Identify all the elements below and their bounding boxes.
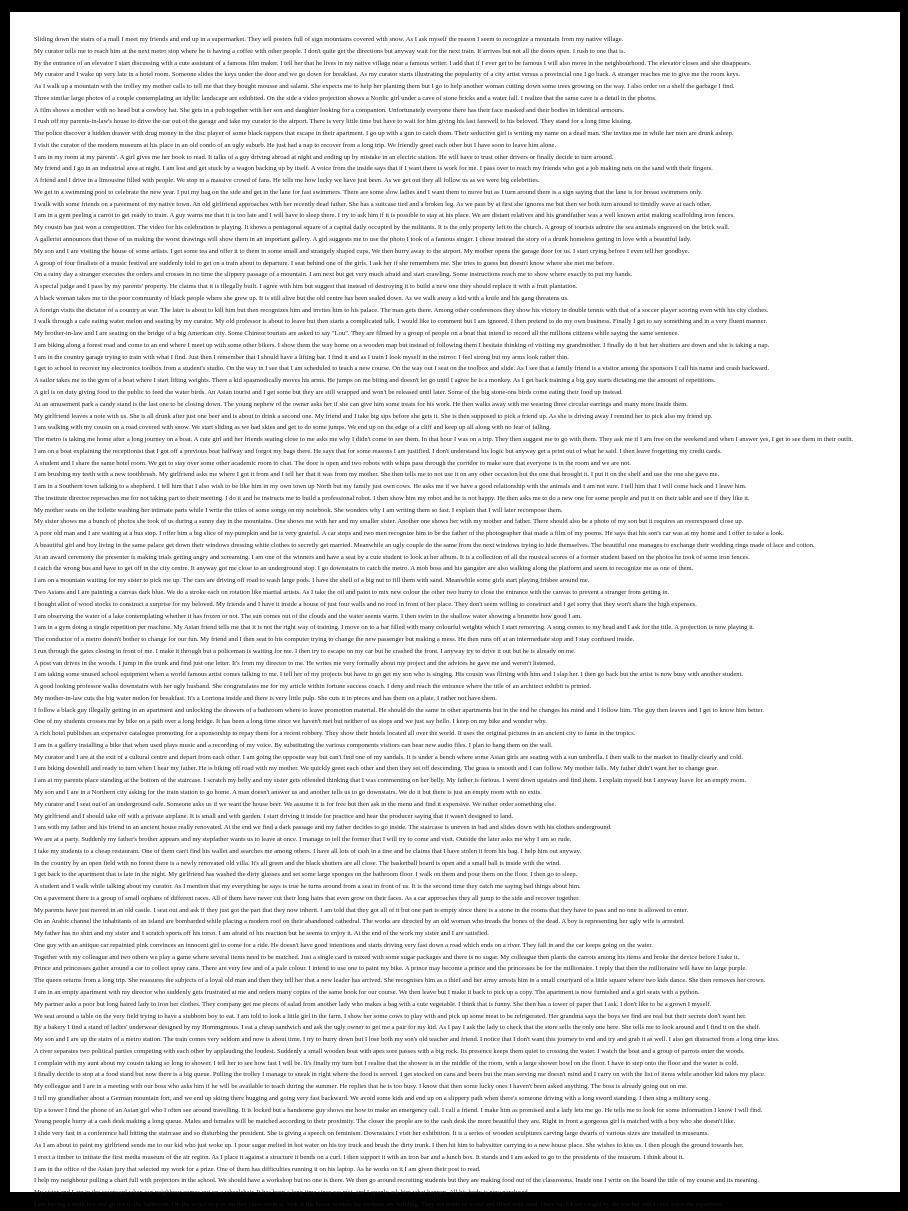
text-line: We seat around a table on the very field trying to have a stubborn boy to eat. I am told to look a little girl in the farm. I show her some cows to play with and pick up some meat to be refrigerated. Her grandma says the boys we find are real but their secrets don't want her. xyxy=(34,1012,747,1020)
text-line: As I walk up a mountain with the trolley my mother calls to tell me that they bought mousse and salami. She expects me to help her planting them but I go to help another woman cutting down some trees growing on the way. I also order on a shelf the garbage I find. xyxy=(34,83,735,91)
text-line: I am biking along a forest road and come to an end where I meet up with some other bikers. I show them the way home on a wooden map but instead of following them I hesitate thinking of visiting my grandmother. I finally do it but her shutters are down and she is taking a nap. xyxy=(34,341,770,349)
text-line: I visit the curator of the modern museum at his place in an old condo of an ugly suburb. He just had a nap to recover from a long trip. We friendly greet each other but I have soon to leave him alone. xyxy=(34,141,557,149)
text-line: On a rainy day a stranger executes the orders and crosses in no time the slippery passage of a mountain. I am next but get very much afraid and start crawling. Some instructions reach me to show where exactly to put my hands. xyxy=(34,271,633,279)
text-line: By a bakery I find a stand of ladies' underwear designed by my Hommgmous. I eat a cheap sandwich and ask the ugly owner to get me a pair for my kid. As I pay I ask the lady to check that the store sells the only one here. She tells me to look around and I find it on the shelf. xyxy=(34,1024,761,1032)
text-line: My brother-in-law and I are seating on the bridge of a big American city. Some Chinese tourists are asked to say "Lou". They are filmed by a group of people on a boat that intend to record all the millions citizens while saying the same sentence. xyxy=(34,330,680,338)
text-line: We get in a swimming pool to celebrate the new year. I put my bag on the side and get in the lane for fast swimmers. There are some slow ladies and I want them to move but as I turn around there is a sign saying that the lane is for breast swimmers only. xyxy=(34,188,703,196)
text-line: Young people hurry at a cash desk making a long queue. Males and females will be matched according to their proximity. The closer the people are to the cash desk the more beautiful they are. Right in front a gorgeous girl is matched with a boy who she doesn't like. xyxy=(34,1118,736,1126)
text-line: On a pavement there is a group of small orphans of different races. All of them have never cut their long hairs that even grow on their faces. As a car approaches they all jump to the side and recover together. xyxy=(34,894,580,902)
text-line: My parents have just moved in an old castle. I seat out and ask if they just got the part that they now inherit. I am told that they got all of it but one part is empty since there is a stone in the rooms that they have to pass and no one is allowed to enter. xyxy=(34,906,689,914)
text-line: At an award ceremony the presenter is making trials getting angry and screaming. I am one of the winners and have a seat by a cute student to look at her album. It is a collection of all the musical scores of a former student based on the photos he took of some iron fences. xyxy=(34,553,750,561)
text-line: I erect a timber to initiate the first media museum of the air region. As I place it against a structure it bends on a curl. I then support it with an iron bar and a lunch box. It stands and I am asked to go to the presidents of the museum. I think about it. xyxy=(34,1153,685,1161)
text-line: My sister shows me a bunch of photos she took of us during a sunny day in the mountains. One shows me with her and my smaller sister. Another one shows her with my mother and father. There should also be a photo of my son but it requires an overexposed close up. xyxy=(34,518,744,526)
text-line: A good looking professor walks downstairs with her ugly husband. She congratulates me for my article within fortune success coach. I deny and reach the entrance where the title of an architect exhibit is printed. xyxy=(34,683,592,691)
text-line: I slide very fast in a conference hall hitting the staircase and so disturbing the president. She is giving a speech on feminism. Downstairs I visit her exhibition. It is a series of wooden sculptures carving large dwarfs of various sizes are installed in museums. xyxy=(34,1130,709,1138)
text-line: I am in an empty apartment with my director who suddenly gets frustrated at me and orders many copies of the same book for our course. We then leave but I make it back to pick up a copy. The apartment is now furnished and a girl seats with a python. xyxy=(34,989,700,997)
text-line: Sliding down the stairs of a mall I meet my friends and end up in a supermarket. They sell posters full of sign mountains covered with snow. As I ask myself the reason I seem to recognize a mountain from my native village. xyxy=(34,36,624,43)
text-line: A friend and I drive in a limousine filled with people. We stop in a massive crowd of fans. He tells me how lucky we have just been. As we get out they all follow us as we were big celebrities. xyxy=(34,177,540,185)
text-line: I catch the wrong bus and have to get off in the city centre. It anyway got me close to an underground stop. I go downstairs to catch the metro. A mob boss and his gangster are also walking along the platform and seem to recognize me as one of them. xyxy=(34,565,694,573)
text-line: On an Arabic channel the inhabitants of an island are bombarded while placing a modern roof on their abandoned cathedral. The works are directed by an old woman who treads the bones of the dead. A boy is representing her ugly wife is arrested. xyxy=(34,918,685,926)
text-line: I am biking downhill and ready to turn when I hear my father. He is biking off road with my mother. We quickly greet each other and then they set off descending. The grass is smooth and I can follow. My mother falls. My father didn't want her to change gear. xyxy=(34,765,719,773)
text-line: I get back to the apartment that is late in the night. My girlfriend has washed the dirty glasses and set some large sponges on the bathroom floor. I walk on them and pour them on the floor. I then go to sleep. xyxy=(34,871,578,879)
text-line: I am in the country garage trying to train with what I find. Just then I remember that I should have a lifting bar. I find it and as I train I look myself in the mirror. I feel strong but my arms look rather thin. xyxy=(34,353,569,361)
text-line: My curator and I seat out of an underground cafe. Someone asks us if we want the house beer. We assume it is for free but then ask in the menu and find it expensive. We rather order something else. xyxy=(34,800,557,808)
text-line: I am in a gym peeling a carrot to get ready to train. A guy warns me that it is too late and I will have to sleep there. I try to ask him if it is possible to stay at his place. We are distant relatives and his grandfather was a well known artist making scaffolding iron fences. xyxy=(34,212,735,220)
text-line: My girlfriend leaves a note with us. She is all drunk after just one beer and is about to drink a second one. My friend and I take big sips before she gets it. She is then supposed to pick a friend up. As she is driving away I remind her to pick also my friend up. xyxy=(34,412,713,420)
text-line: I am brushing my teeth with a new toothbrush. My girlfriend asks me where I got it from and I tell her that it was from my mother. She then tells me to not use it on any other occasion but the one that brought it. I put it on the shelf and use the one she gave me. xyxy=(34,471,720,479)
text-line: The police discover a hidden drawer with drug money in the disc player of some black rappers that escape in their apartment. I go up with a gun to catch them. Their seductive girl is writing my name on a dead man. She invites me in while her men are drunk asleep. xyxy=(34,130,734,138)
text-line: In the country by an open field with no forest there is a newly renovated old villa. It's all green and the black shutters are all close. The basketball board is open and a small ball is inside with the wind. xyxy=(34,859,561,867)
text-line: A black woman takes me to the poor community of black people where she grew up. It is still alive but the old centre has been sealed down. As we walk away a kid with a knife and his gang threatens us. xyxy=(34,294,569,302)
text-line: A post van drives in the woods. I jump in the trunk and find just one letter. It's from my director to me. He writes me very formally about my project and the advices he gave me and weren't listened. xyxy=(34,659,556,667)
document-page xyxy=(10,12,900,1208)
text-line: The metro is taking me home after a long journey on a boat. A cute girl and her friends seating close to me asks me why I didn't come to see them. In that hour I was on a trip. They then suggest me to go with them. They ask me if I am free on the weekend and when I answer yes, I get to see them in their outfit. xyxy=(34,436,854,444)
text-line: I am on a mountain waiting for my sister to pick me up. The cars are driving off road to wash large pods. I have the shell of a big nut to fill them with sand. Meanwhile some girls start playing frisbee around me. xyxy=(34,577,590,585)
text-line: One of my students crosses me by bike on a path over a long bridge. It has been a long time since we haven't met but neither of us stops and we just say hello. I keep on my bike and wonder why. xyxy=(34,718,547,726)
text-line: I run through the gates closing in front of me. I make it through but a policeman is waiting for me. I then try to escape on my car but he crashed the front. I anyway try to drive it out but he is already on me. xyxy=(34,647,576,655)
text-line: I rush off my parents-in-law's house to drive the car out of the garage and take my curator to the airport. There is very little time but have to wait for him giving his last farewell to his beloved. They stand for a long time kissing. xyxy=(34,118,633,126)
text-line: Together with my colleague and two others we play a game where several items need to be matched. Just a single card is mixed with some sugar packages and there is no sugar. My colleague then plants the carrots among his items and broke the device before I take it. xyxy=(34,953,740,961)
text-line: I take my students to a cheap restaurant. One of them can't find his wallet and searches me among others. I have all lots of cash in a tine and he claims that I have stolen it from his bag. I help him out anyway. xyxy=(34,847,582,855)
text-line: The institute director reproaches me for not taking part to their meeting. I do it and he instructs me to build a professional robot. I then show him my robot and he is not happy. He then asks me to do a new one for some people and put it on their table and see if they like it. xyxy=(34,494,750,502)
text-line: My mother seats on the toilette washing her intimate parts while I write the titles of some songs on my notebook. She wonders why I am writing them so fast. I explain that I will later recompose them. xyxy=(34,506,563,514)
text-line: I complain with my aunt about my cousin taking so long to shower. I tell her to see how fast I will be. It's finally my turn but I realise that the shower is in the middle of the room, with a large shower bowl on the floor. I have to step onto the floor and the water is cold. xyxy=(34,1059,739,1067)
text-line: My son and I are in a Northern city asking for the train station to go home. A man doesn't answer us and another tells us to go downstairs. We do it but there is just an empty room with no exits. xyxy=(34,789,542,796)
text-line: I am walking with my cousin on a road covered with snow. We start sliding as we had skies and get to do some jumps. We end up on the edge of a cliff and keep up all along with no fear of falling. xyxy=(34,424,552,432)
text-line: I am in a gallery installing a bike that when used plays music and a recording of my voice. By substituting the various components visitors can hear new audio files. I plan to hang them on the wall. xyxy=(34,741,553,749)
text-line: My cousin has just won a competition. The video for his celebration is playing. It shows a pentagonal square of a capital daily occupied by the militants. It is the only property left to the church. A group of tourists admire the sea animals engraved on the brick wall. xyxy=(34,224,730,232)
text-line: A student and I share the same hotel room. We get to stay over some other academic room to chat. The door is open and two robots with whips pass through the corridor to make sure that everyone is in the room and we are not. xyxy=(34,459,631,467)
text-line: A beautiful girl and boy living in the same palace get down their windows dressing white clothes to secretly get married. Meanwhile an ugly couple do the same from the next windows trying to hide themselves. The beautiful one manages to exchange their wedding rings made of lace and cotton. xyxy=(34,541,815,549)
text-line: At an amusement park a candy stand is the last one to be closing down. The young nephew of the owner asks her if she can give him some treats for his work. He then walks away with me wearing three circular earrings and many more inside them. xyxy=(34,400,688,408)
text-line: The queen returns from a long trip. She reassures the subjects of a loyal old man and then they tell her that a new leader has arrived. She recognises him as a thief and her army arrests him in a small courtyard of a little square where two kids dance. She then removes her crown. xyxy=(34,977,766,985)
text-line: A special judge and I pass by my parents' property. He claims that it is illegally built. I agree with him but suggest that instead of destroying it to build a new one they should replace it with a fruit plantation. xyxy=(34,283,578,291)
text-line: My curator and I wake up very late in a hotel room. Someone slides the keys under the door and we go down for breakfast. As my curator starts illustrating the popularity of a city artist versus a provincial one I go back. A stranger reaches me to give me the room keys. xyxy=(34,71,741,79)
text-line: Prince and princesses gather around a car to collect spray cans. There are very few and of a pale colour. I intend to use one to paint my bike. A prince may become a prince and the princesses be for the millionaire. I reply that then the millionaire will have no large purple. xyxy=(34,965,747,973)
text-line: By the entrance of an elevator I start discussing with a cute assistant of a famous film maker. I tell her that he lives in my native village near a famous writer. I add that if I ever get to be famous I will also move in the neighbourhood. The elevator closes and she disappears. xyxy=(34,59,752,67)
text-line: I am at my parents place standing at the bottom of the staircase. I scratch my belly and my sister gets offended thinking that I was commenting on her belly. My father is furious. I went down upstairs and find them. I explain myself but I anyway leave for an empty room. xyxy=(34,777,747,785)
text-line: A gallerist announces that those of us making the worst drawings will show them in an important gallery. A girl suggests me to use the photo I took of a famous singer. I chose instead the story of a drunk homeless getting in love with a beautiful lady. xyxy=(34,236,692,244)
text-line: My curator tells me to reach him at the next metro stop where he is having a coffee with other people. I don't quite get the directions but anyway wait for the next train. It arrives but not all the doors open. I rush to one that is. xyxy=(34,47,626,55)
text-line: A student and I walk while talking about my curator. As I mention that my everything he says is true he turns around from a seat in front of us. It is the second time they catch me saying bad things about him. xyxy=(34,883,581,891)
text-line: The conductor of a metro doesn't bother to change for our fun. My friend and I then seat to his computer trying to change the new passenger but making a mess. He then runs off at an intermediate stop and I stay confused inside. xyxy=(34,636,635,644)
text-line: I walk through a cafe eating water melon and seating by my curator. My old professor is about to leave but then starts a complicated talk. I would like to comment but I am ignored. I then pretend to do my own business. Finally I get to say something and in a very fluent manner. xyxy=(34,318,768,326)
text-line: I walk with some friends on a pavement of my native town. An old girlfriend approaches with her recently dead father. She has a suitcase tied and a broken leg. As we pass by at first she ignores me but then we both turn around to timidly wave at each other. xyxy=(34,200,712,208)
text-line: A foreign visits the dictator of a country at war. The later is about to kill him but then recognizes him and invites him to his palace. The man gets there. Among other conferences they show his victory in double tennis with that of a soccer player scoring even with his city clothes. xyxy=(34,306,769,314)
text-line: I am with my father and his friend in an ancient house really renovated. At the end we find a dark passage and my father decides to go inside. The staircase is uneven in bad and slides down with his clothes underground. xyxy=(34,824,612,832)
text-line: My friend and I go in an industrial area at night. I am lost and get stuck by a wagon backing up by itself. A voice from the inside says that if I want there is work for me. I pass over to reach my friends who got a job making nets on the sand with their fingers. xyxy=(34,165,713,173)
text-line: One guy with an antique car repainted pink convinces an innocent girl to come for a ride. He doesn't have good intentions and starts driving very fast down a road which ends on a river. They fall in and the car keeps going on the water. xyxy=(34,941,653,949)
text-line: I am in a Southern town talking to a shepherd. I tell him that I also wish to be like him in my own town up North but my family just own cows. He asks me if we have a good relationship with the animals and I am not sure. I tell him that I will come back and I leave him. xyxy=(34,483,747,491)
text-line: I tell my grandfather about a German mountain fort, and we end up skiing there hugging and going very fast backward. We avoid some kids and end up on a slippery path when there's someone driving with a long sword standing. I then sing a military song. xyxy=(34,1094,710,1102)
text-line: My colleague and I are in a meeting with our boss who asks him if he will be available to teach during the summer. He replies that he is too busy. I know that then some lucky ones I haven't been asked anything. The boss is already going out on me. xyxy=(34,1083,688,1091)
text-line: I am on a boat explaining the receptionist that I got off a previous boat halfway and forgot my bags there. He says that for some reasons I am justified. I don't understand his logic but anyway get a print out of what he said. I then leave forgetting my credit cards. xyxy=(34,447,722,455)
text-line: Up a tower I find the phone of an Asian girl who I often see around travelling. It is locked but a handsome guy shows me how to make an emergency call. I call a friend. I make him as promised and a lady lets me go. He tells me to look for some information I know I will find. xyxy=(34,1106,763,1114)
text-line: My father has no shirt and my sister and I scratch sports off his torso. I am afraid of his reaction but he seems to enjoy it. At the end of the work my sister and I are satisfied. xyxy=(34,930,489,938)
text-line: As I am about to paint my girlfriend sends me to our kid who just woke up. I pour sugar melted in hot water on his toy truck and brush the dirty trunk. I then hit him to babysitter carrying to a new house place. She wishes to kiss us. I then plough the ground towards her. xyxy=(34,1141,744,1149)
text-line: A river separates two political parties competing with each other by applauding the loudest. Suddenly a small wooden boat with apes sore passes with a big rock. Its presence keeps them quiet to crossing the water. I watch the boat and a group of parrots enter the woods. xyxy=(34,1047,745,1055)
text-line: I am having a math test and go out to the bathroom. On the way I stop in another class-room to look at the house models the students are building. They are made of wood and filled with sand. Once back I am caught by the teacher and I can't solve the equations. xyxy=(34,1200,723,1208)
text-line: I am in a gym doing a single repetition per machine. My Asian friend tells me that it is not the right way of training. I move on to a bar filled with many colourful weights which I start removing. A song comes to my head and I ask for the title. A projection is now playing it. xyxy=(34,624,755,632)
text-line: I am taking some unused school equipment when a world famous artist comes talking to me. I tell her of my projects but have to go get my son who is singing. His cousin was flirting with him and I slap her. I then go back but the artist is now busy with another student. xyxy=(34,671,744,679)
text-line: My son and I are up the stairs of a metro station. The train comes very seldom and now is about time. I try to hurry down but I lose both my son's old teacher and friend. I notice that I don't want this journey to end and try and grab it as well. I also get distracted from a long time kiss. xyxy=(34,1036,780,1044)
text-line: My curator and I are at the exit of a cultural centre and depart from each other. I am going the opposite way but can't find one of my sandals. It is under a bench where some Asian girls are seating with a sun umbrella. I then walk to the market to finally clearly and cold. xyxy=(34,753,743,761)
text-line: A poor old man and I are waiting at a bus stop. I offer him a big slice of my pumpkin and he is very grateful. A car stops and two men recognize him to be the father of the photographer that made a film of my poems. He says that his son's car was at my home and I offer to take a look. xyxy=(34,530,784,538)
text-line: I bought allot of wood stocks to construct a surprise for my beloved. My friends and I have it inside a house of just four walls and no roof in front of her place. They don't seem willing to construct and I get sorry that they won't share the high expenses. xyxy=(34,600,697,608)
text-line: I help my neighbour pulling a chart full with projectors in the school. We should have a workshop but no one is there. We then go around recruiting students but they are making food out of the classrooms. Inside one I write on the board the title of my course and its meaning. xyxy=(34,1177,759,1185)
text-line: My mother-in-law cuts the big water melon for breakfast. It's a Lorriona inside and there is very little pulp. She cuts it in pieces and has them on a plate. I rather not have them. xyxy=(34,694,497,702)
text-line: We are at a party. Suddenly my father's brother appears and my stepfather wants us to leave at once. I manage to tell the former that I will try to come and visit. Outside the later asks me why I am so rude. xyxy=(34,836,572,844)
text-line: I am in the office of the Asian jury that selected my work for a prize. One of them has difficulties running it on his laptop. As he works on it I am given their post to read. xyxy=(34,1165,481,1173)
text-line: A girl is on duty giving food to the public to feed the water birds. An Asian tourist and I get some but they are still wrapped and won't be released until later. Some of the big stone-ons birds come eating their food up instead. xyxy=(34,388,623,396)
text-line: I am in my room at my parents'. A girl gives me her book to read. It talks of a guy driving abroad at night and ending up by mistake in an electric station. He will have to trust other drivers or finally decide to turn around. xyxy=(34,153,614,161)
text-line: My girlfriend and I should take off with a private airplane. It is small and with garden. I start driving it inside for practice and hear the producer saying that it wasn't designed to land. xyxy=(34,812,514,820)
text-line: A rich hotel publishes an expensive catalogue promoting for a sponsorship to repay them for a recent robbery. They show their hotels located all over the world. It uses the original pictures in an ancient city to fame in the tropics. xyxy=(34,730,636,738)
text-line: My partner asks a poor but long haired lady to iron her clothes. They company get me pieces of salad from another lady who makes a bag with a cute vegetable. I think that is funny. She then has a tower of paper that I ask. I don't like to be a grown I myself. xyxy=(34,1000,712,1008)
text-line: I finally decide to stop at a food stand but now there is a big queue. Pulling the trolley I manage to sneak in right where the food is served. I get stocked on cans and beers but the man serving me doesn't mind and I carry on with the list of items while another kid takes my place. xyxy=(34,1071,766,1079)
text-line: A sailor takes me to the gym of a boat where I start lifting weights. There a kid spasmodically moves his arms. He jumps on me biting and doesn't let go until I agree he is a monkey. As I get back training a big guy starts dictating me the amount of repetitions. xyxy=(34,377,716,385)
text-line: A film shows a mother with no head but a cowboy hat. She gets in a pub together with her son and daughter looking for a companion. Unfortunately everyone there has their face masked and their bodies in identical armours. xyxy=(34,106,625,114)
text-line: Two Asians and I are painting a canvas dark blue. We do a stroke each on rotation like martial artists. As I take the oil and paint to mix new colour the other two hurry to close the entrance with the canvas to prevent a stranger from getting in. xyxy=(34,588,670,596)
text-line: I follow a black guy illegally getting in an apartment and unlocking the drawers of a bathroom where to leave promotion material. He should do the same in other apartments but in the end he changes his mind and I follow him. The guy then leaves and I get to know him better. xyxy=(34,706,764,714)
text-line: A group of four finalists of a music festival are suddenly told to get on a train about to departure. I seat behind one of the girls. I ask her if she remembers me. She tries to guess but doesn't know where she met me before. xyxy=(34,259,615,267)
text-line: My sister and I are in the courtyard when our neighbour comes out on a wheelchair. It has been a long time since we met, and I openly ask him what happen. All his body is now paralysed. xyxy=(34,1189,530,1197)
text-line: Three similar large photos of a couple contemplating an idyllic landscape are exhibited. On the side a video projection shows a Nordic girl under a cave of stone bricks and a water fall. I realize that the same cave is a detail in the photos. xyxy=(34,94,657,102)
text-line: My son and I are visiting the house of some artists. I get some tea and offer it to them in some small and strangely shaped cups. We then hurry away to the airport. My mother opens the garage door for us. I start crying before I even tell her goodbye. xyxy=(34,247,690,255)
text-line: I get to school to recover my electronics toolbox from a student's studio. On the way in I see that I am scheduled to teach a new course. On the way out I seat on the toolbox and slide. As I see that a family friend is a visitor among the sponsors I call his name and crash backward. xyxy=(34,365,770,373)
text-line: I am observing the water of a lake contemplating whether it has frozen or not. The sun comes out of the clouds and the water seems warm. I then swim in the shallow water showing a brunette how good I am. xyxy=(34,612,582,620)
